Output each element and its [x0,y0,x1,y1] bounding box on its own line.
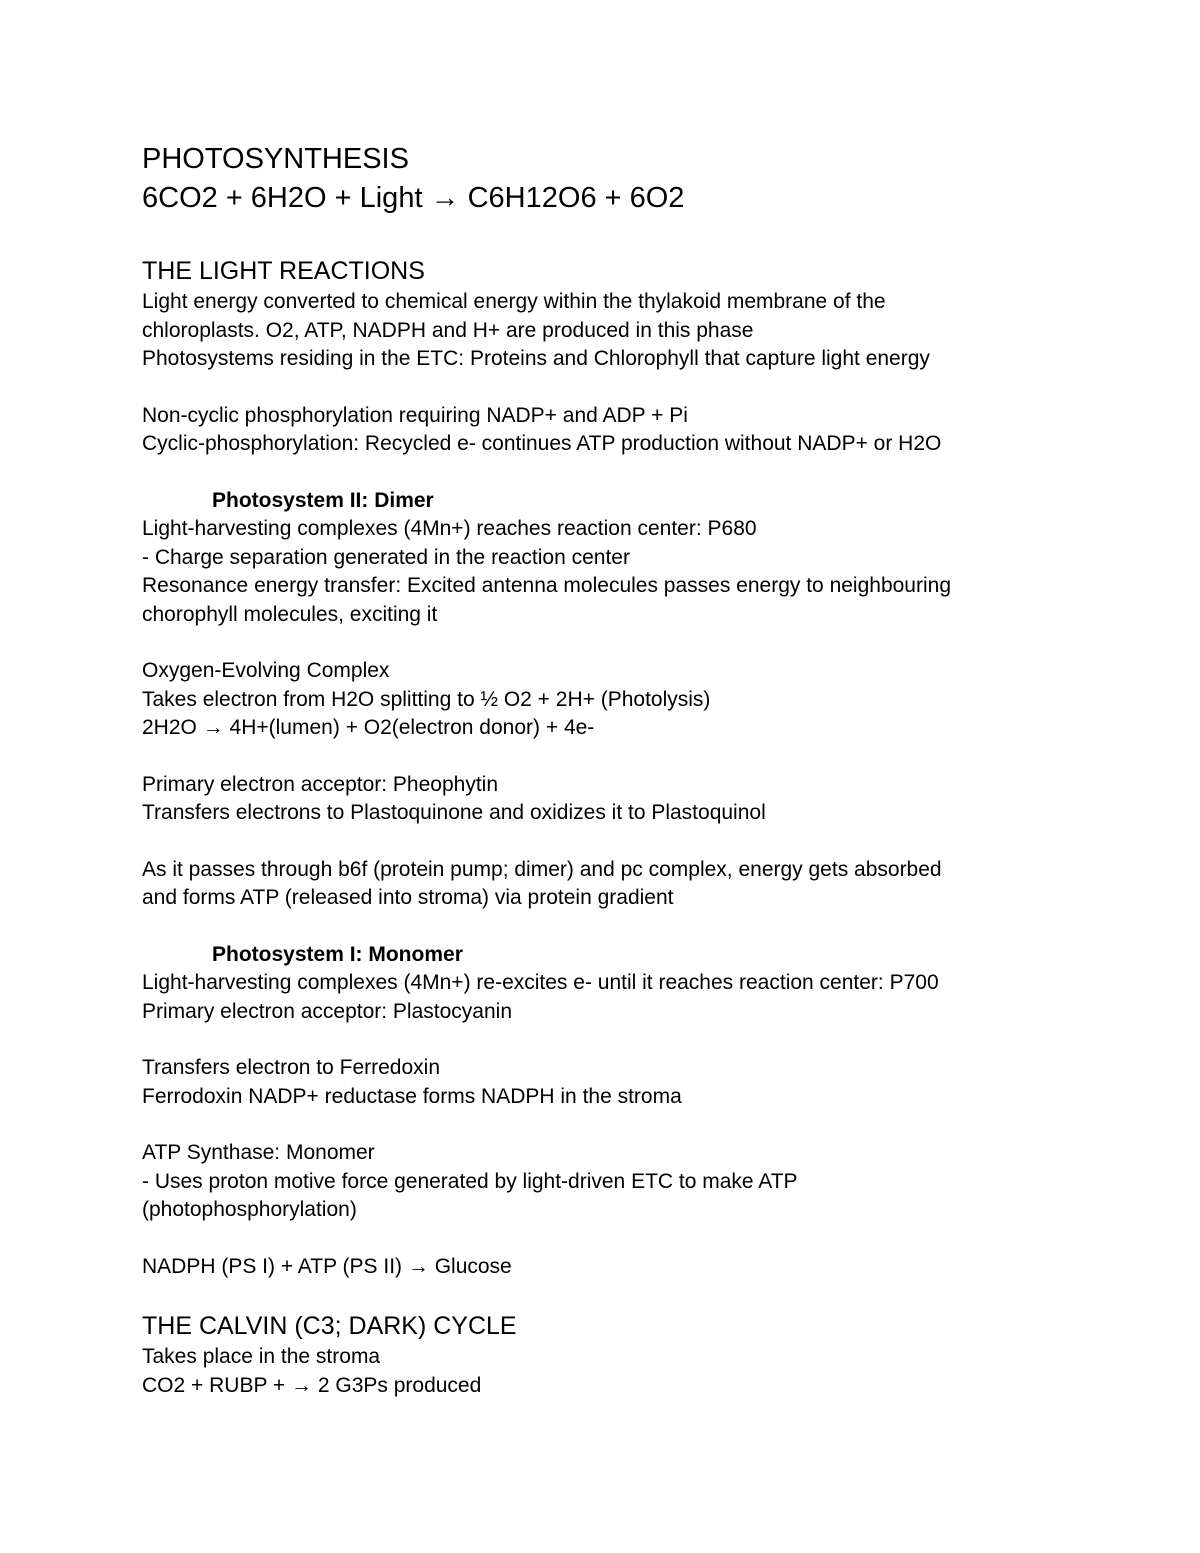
text-line: Light energy converted to chemical energy within the thylakoid membrane of the [142,290,886,313]
text-line: Transfers electron to Ferredoxin [142,1056,441,1079]
spacer [142,913,1152,941]
text-line: Light-harvesting complexes (4Mn+) reaches reaction center: P680 [142,517,757,540]
text-line: Transfers electrons to Plastoquinone and oxidizes it to Plastoquinol [142,801,766,824]
spacer [142,1111,1152,1139]
spacer [142,743,1152,771]
section-light-reactions [142,254,1152,1281]
text-line: As it passes through b6f (protein pump; dimer) and pc complex, energy gets absorbed [142,857,942,881]
text-line: chorophyll molecules, exciting it [142,602,438,626]
spacer [142,828,1152,856]
spacer [142,1281,1152,1309]
subsection-photosystem-i [142,941,1152,1282]
subsection-photosystem-ii [142,487,1152,913]
text-line: ATP Synthase: Monomer [142,1141,375,1164]
section-heading-calvin-cycle: THE CALVIN (C3; DARK) CYCLE [142,1312,517,1340]
spacer [142,374,1152,402]
text-line: (photophosphorylation) [142,1198,357,1221]
spacer [142,1225,1152,1253]
section-calvin-cycle [142,1309,1152,1400]
subheading-photosystem-ii: Photosystem II: Dimer [212,488,434,512]
photosynthesis-equation: 6CO2 + 6H2O + Light → C6H12O6 + 6O2 [142,182,685,214]
text-line: Oxygen-Evolving Complex [142,659,390,682]
spacer [142,218,1152,254]
text-line: Resonance energy transfer: Excited antenna molecules passes energy to neighbouring [142,574,952,597]
subheading-photosystem-i: Photosystem I: Monomer [212,942,463,966]
text-line: Light-harvesting complexes (4Mn+) re-excites e- until it reaches reaction center: P700 [142,971,939,994]
text-line: Photosystems residing in the ETC: Proteins and Chlorophyll that capture light energy [142,347,930,370]
text-line: Cyclic-phosphorylation: Recycled e- continues ATP production without NADP+ or H2O [142,432,942,455]
text-line: Takes electron from H2O splitting to ½ O2 + 2H+ (Photolysis) [142,687,711,711]
spacer [142,1026,1152,1054]
text-line: Ferrodoxin NADP+ reductase forms NADPH in the stroma [142,1084,682,1108]
document-page [142,140,1152,1400]
text-line: 2H2O → 4H+(lumen) + O2(electron donor) + 4e- [142,716,595,739]
text-line: chloroplasts. O2, ATP, NADPH and H+ are produced in this phase [142,318,754,342]
text-line: - Uses proton motive force generated by light-driven ETC to make ATP [142,1169,798,1193]
text-line: - Charge separation generated in the reaction center [142,545,630,569]
text-line: and forms ATP (released into stroma) via protein gradient [142,886,674,909]
text-line: Takes place in the stroma [142,1345,381,1368]
section-heading-light-reactions: THE LIGHT REACTIONS [142,257,425,285]
text-line: CO2 + RUBP + → 2 G3Ps produced [142,1373,482,1397]
spacer [142,629,1152,657]
text-line: Primary electron acceptor: Plastocyanin [142,999,512,1023]
document-title: PHOTOSYNTHESIS [142,143,409,175]
text-line: Primary electron acceptor: Pheophytin [142,772,499,796]
text-line: NADPH (PS I) + ATP (PS II) → Glucose [142,1254,512,1278]
text-line: Non-cyclic phosphorylation requiring NADP+ and ADP + Pi [142,403,688,427]
spacer [142,459,1152,487]
